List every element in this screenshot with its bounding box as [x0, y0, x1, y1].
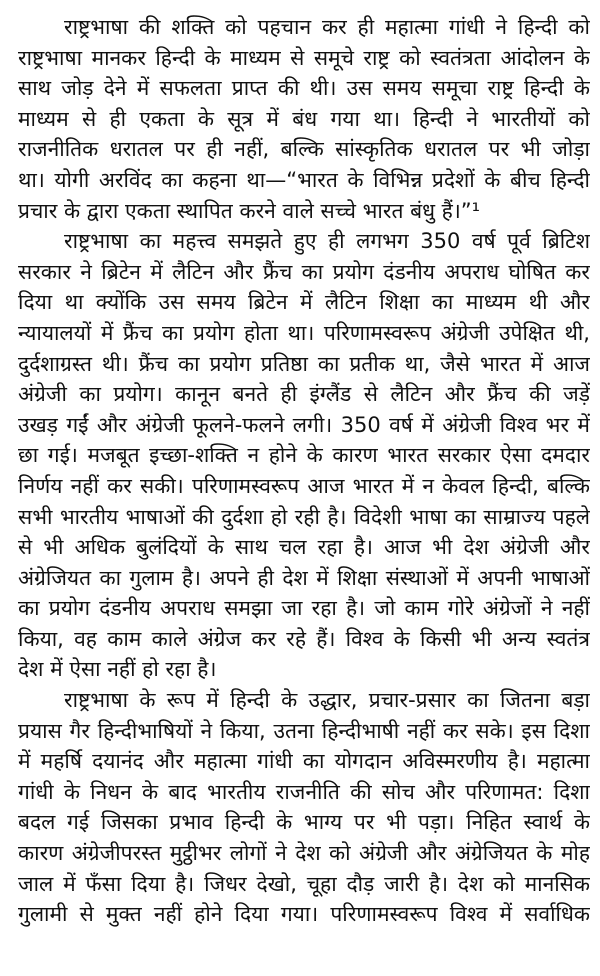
text-line: अंग्रेजियत का गुलाम है। अपने ही देश में शिक्षा संस्थाओं में अपनी भाषाओं	[18, 565, 590, 590]
text-line: देश में ऐसा नहीं हो रहा है।	[18, 657, 217, 682]
text-line: न्यायालयों में फ्रैंच का प्रयोग होता था। परिणामस्वरूप अंग्रेजी उपेक्षित थी,	[18, 320, 590, 345]
text-line: का प्रयोग दंडनीय अपराध समझा जा रहा है। जो काम गोरे अंग्रेजों ने नहीं	[18, 596, 590, 621]
text-line: से भी अधिक बुलंदियों के साथ चल रहा है। आज भी देश अंग्रेजी और	[18, 535, 590, 560]
text-line: सभी भारतीय भाषाओं की दुर्दशा हो रही है। विदेशी भाषा का साम्राज्य पहले	[18, 504, 590, 529]
text-line: गुलामी से मुक्त नहीं होने दिया गया। परिणामस्वरूप विश्व में सर्वाधिक	[18, 902, 590, 927]
text-line: जाल में फँसा दिया है। जिधर देखो, चूहा दौड़ जारी है। देश को मानसिक	[18, 871, 590, 896]
text-line: अंग्रेजी का प्रयोग। कानून बनते ही इंग्लैंड से लैटिन और फ्रैंच की जड़ें	[18, 382, 590, 407]
text-line: गांधी के निधन के बाद भारतीय राजनीति की सोच और परिणामत: दिशा	[18, 779, 590, 804]
text-line: प्रयास गैर हिन्दीभाषियों ने किया, उतना हिन्दीभाषी नहीं कर सके। इस दिशा	[18, 718, 590, 743]
paragraph	[18, 12, 590, 226]
text-line: प्रचार के द्वारा एकता स्थापित करने वाले सच्चे भारत बंधु हैं।”¹	[18, 198, 481, 223]
document-page	[18, 12, 590, 930]
text-line: कारण अंग्रेजीपरस्त मुट्ठीभर लोगों ने देश को अंग्रेजी और अंग्रेजियत के मोह	[18, 841, 590, 866]
paragraph	[18, 685, 590, 930]
text-line: में महर्षि दयानंद और महात्मा गांधी का योगदान अविस्मरणीय है। महात्मा	[18, 749, 590, 774]
text-line: था। योगी अरविंद का कहना था—“भारत के विभिन्न प्रदेशों के बीच हिन्दी	[18, 167, 590, 192]
text-line: छा गई। मजबूत इच्छा-शक्ति न होने के कारण भारत सरकार ऐसा दमदार	[18, 443, 590, 468]
text-line: राष्ट्रभाषा की शक्ति को पहचान कर ही महात्मा गांधी ने हिन्दी को	[64, 15, 590, 39]
paragraph	[18, 226, 590, 685]
text-line: दिया था क्योंकि उस समय ब्रिटेन में लैटिन शिक्षा का माध्यम थी और	[18, 290, 590, 315]
text-line: राजनीतिक धरातल पर ही नहीं, बल्कि सांस्कृतिक धरातल पर भी जोड़ा	[18, 137, 590, 162]
text-line: राष्ट्रभाषा मानकर हिन्दी के माध्यम से समूचे राष्ट्र को स्वतंत्रता आंदोलन के	[18, 45, 590, 70]
text-line: दुर्दशाग्रस्त थी। फ्रैंच का प्रयोग प्रतिष्ठा का प्रतीक था, जैसे भारत में आज	[18, 351, 590, 376]
text-line: किया, वह काम काले अंग्रेज कर रहे हैं। विश्व के किसी भी अन्य स्वतंत्र	[18, 626, 590, 651]
text-line: सरकार ने ब्रिटेन में लैटिन और फ्रैंच का प्रयोग दंडनीय अपराध घोषित कर	[18, 259, 590, 284]
text-line: निर्णय नहीं कर सकी। परिणामस्वरूप आज भारत में न केवल हिन्दी, बल्कि	[18, 473, 590, 498]
text-line: उखड़ गईं और अंग्रेजी फूलने-फलने लगी। 350 वर्ष में अंग्रेजी विश्व भर में	[18, 412, 590, 437]
text-line: राष्ट्रभाषा का महत्त्व समझते हुए ही लगभग 350 वर्ष पूर्व ब्रिटिश	[64, 229, 590, 254]
text-line: राष्ट्रभाषा के रूप में हिन्दी के उद्धार, प्रचार-प्रसार का जितना बड़ा	[64, 688, 590, 713]
text-line: माध्यम से ही एकता के सूत्र में बंध गया था। हिन्दी ने भारतीयों को	[18, 106, 590, 131]
text-line: बदल गई जिसका प्रभाव हिन्दी के भाग्य पर भी पड़ा। निहित स्वार्थ के	[18, 810, 590, 835]
text-line: साथ जोड़ देने में सफलता प्राप्त की थी। उस समय समूचा राष्ट्र हिन्दी के	[18, 76, 590, 101]
